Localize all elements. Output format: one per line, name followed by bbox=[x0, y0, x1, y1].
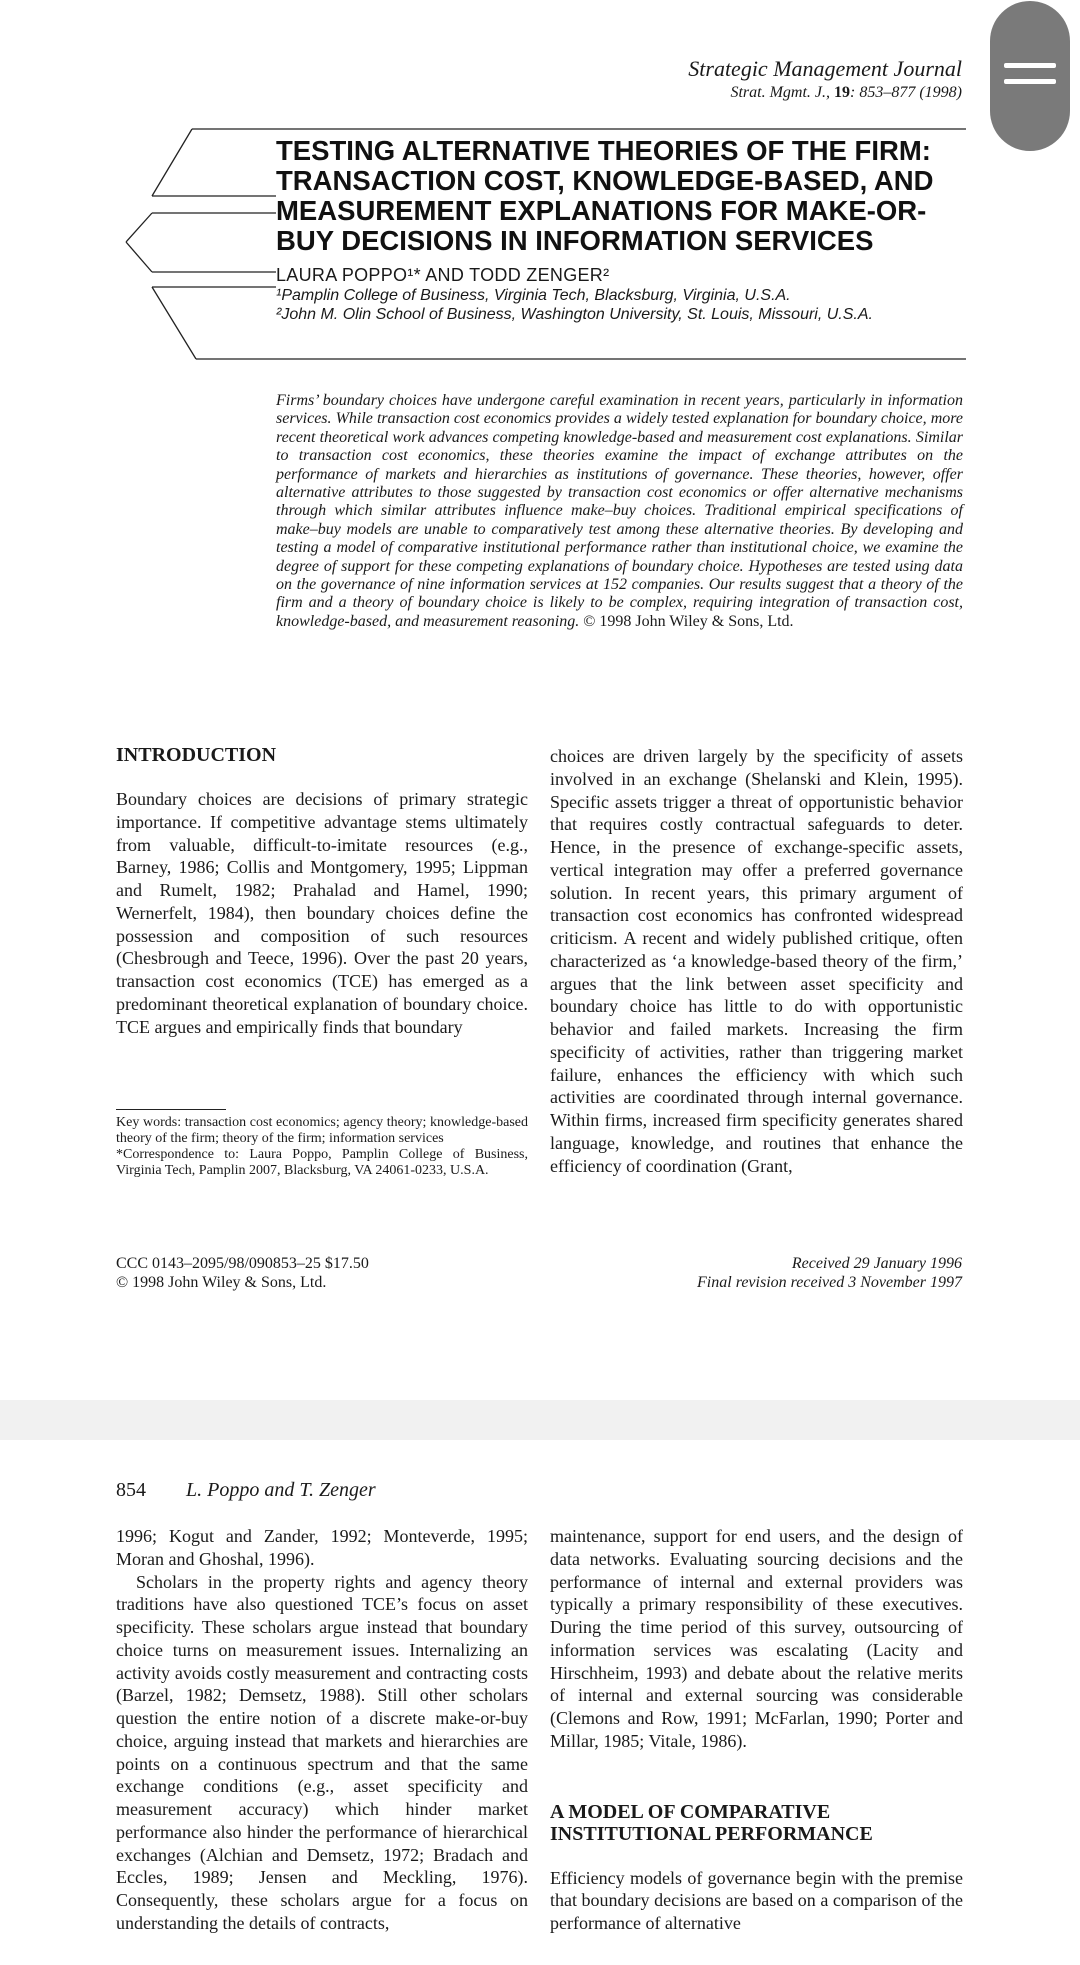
right-column bbox=[550, 745, 963, 1177]
section-heading-model: A MODEL OF COMPARATIVE INSTITUTIONAL PERFORMANCE bbox=[550, 1800, 873, 1845]
running-head: L. Poppo and T. Zenger bbox=[186, 1479, 376, 1501]
abstract-text: Firms’ boundary choices have undergone careful examination in recent years, particularly in information services. While transaction cost economics provides a widely tested explanation for boundary choice, more recent theoretical work advances competing knowledge-based and measurement cost explanations. Similar to transaction cost economics, these theories examine the impact of exchange attributes on the performance of markets and hierarchies as institutions of governance. These theories, however, offer alternative attributes to those suggested by transaction cost economics or offer alternative mechanisms through which similar attributes influence make–buy choices. Traditional empirical specifications of make–buy models are unable to comparatively test among these alternative theories. By developing and testing a model of comparative institutional performance rather than institutional choice, we examine the degree of support for these competing explanations of boundary choice. Hypotheses are tested using data on the governance of nine information services at 152 companies. Our results suggest that a theory of the firm and a theory of boundary choice is likely to be complex, requiring integration of transaction cost, knowledge-based, and measurement reasoning. bbox=[276, 392, 963, 630]
title-line: TRANSACTION COST, KNOWLEDGE-BASED, AND bbox=[276, 165, 934, 196]
paragraph: Scholars in the property rights and agency theory traditions have also questioned TCE’s focus on asset specificity. These scholars argue instead that boundary choice turns on measurement issues. Internalizing an activity avoids costly measurement and contracting costs (Barzel, 1982; Demsetz, 1988). Still other scholars question the entire notion of a discrete make-or-buy choice, arguing instead that markets and hierarchies are points on a continuous spectrum and that the same exchange conditions (e.g., asset specificity and measurement accuracy) which hinder market performance also hinder the performance of hierarchical exchanges (Alchian and Demsetz, 1972; Bradach and Eccles, 1989; Jensen and Meckling, 1976). Consequently, these scholars argue for a focus on understanding the details of contracts, bbox=[116, 1571, 528, 1933]
abstract bbox=[276, 392, 963, 631]
page-number: 854 bbox=[116, 1479, 146, 1501]
section-heading-introduction: INTRODUCTION bbox=[116, 744, 277, 766]
paragraph: 1996; Kogut and Zander, 1992; Monteverde, 1995; Moran and Ghoshal, 1996). bbox=[116, 1526, 528, 1569]
abstract-copyright: © 1998 John Wiley & Sons, Ltd. bbox=[579, 612, 794, 630]
paragraph: Efficiency models of governance begin with the premise that boundary decisions are based on a comparison of the performance of alternative bbox=[550, 1867, 963, 1933]
right-column bbox=[550, 1525, 963, 1935]
paragraph: choices are driven largely by the specificity of assets involved in an exchange (Shelanski and Klein, 1995). Specific assets trigger a threat of opportunistic behavior that requires costly contractual safeguards to deter. Hence, in the presence of exchange-specific assets, vertical integration may offer a preferred governance solution. In recent years, this primary argument of transaction cost economics has confronted widespread criticism. A recent and widely published critique, often characterized as ‘a knowledge-based theory of the firm,’ argues that the link between asset specificity and boundary choice has little to do with opportunistic behavior and failed markets. Increasing the firm specificity of activities, rather than triggering market failure, enhances the efficiency with which such activities are coordinated through internal governance. Within firms, increased firm specificity generates shared language, knowledge, and routines that enhance the efficiency of coordination (Grant, bbox=[550, 746, 963, 1176]
correspondence-note: *Correspondence to: Laura Poppo, Pamplin College of Business, Virginia Tech, Pamplin 2007, Blacksburg, VA 24061-0233, U.S.A. bbox=[116, 1147, 528, 1178]
page-854 bbox=[0, 1440, 1080, 1965]
citation-volume: 19 bbox=[834, 84, 851, 101]
left-column bbox=[116, 744, 528, 1038]
final-revision-date: Final revision received 3 November 1997 bbox=[697, 1274, 962, 1291]
running-header bbox=[116, 1478, 376, 1502]
received-dates bbox=[697, 1254, 962, 1292]
publisher-line: © 1998 John Wiley & Sons, Ltd. bbox=[116, 1274, 327, 1291]
journal-citation: Strat. Mgmt. J., 19: 853–877 (1998) bbox=[730, 84, 962, 101]
title-line: BUY DECISIONS IN INFORMATION SERVICES bbox=[276, 225, 874, 256]
copyright-code bbox=[116, 1254, 369, 1292]
paragraph: maintenance, support for end users, and the design of data networks. Evaluating sourcing decisions and the performance of internal and external providers was typically a primary responsibility of these executives. During the time period of this survey, outsourcing of information services was escalating (Lacity and Hirschheim, 1993) and debate about the relative merits of internal and external sourcing was considerable (Clemons and Row, 1991; McFarlan, 1990; Porter and Millar, 1985; Vitale, 1986). bbox=[550, 1526, 963, 1751]
paragraph: Boundary choices are decisions of primary strategic importance. If competitive advantage stems ultimately from valuable, difficult-to-imitate resources (e.g., Barney, 1986; Collis and Montgomery, 1995; Lippman and Rumelt, 1982; Prahalad and Hamel, 1990; Wernerfelt, 1984), then boundary choices define the possession and composition of such resources (Chesbrough and Teece, 1996). Over the past 20 years, transaction cost economics (TCE) has emerged as a predominant theoretical explanation of boundary choice. TCE argues and empirically finds that boundary bbox=[116, 789, 528, 1037]
title-line: TESTING ALTERNATIVE THEORIES OF THE FIRM: bbox=[276, 135, 931, 166]
journal-name: Strategic Management Journal bbox=[688, 56, 962, 81]
ccc-line: CCC 0143–2095/98/090853–25 $17.50 bbox=[116, 1255, 369, 1272]
article-header bbox=[276, 136, 966, 324]
title-line: MEASUREMENT EXPLANATIONS FOR MAKE-OR- bbox=[276, 195, 927, 226]
affiliation: ²John M. Olin School of Business, Washington University, St. Louis, Missouri, U.S.A. bbox=[276, 306, 873, 323]
received-date: Received 29 January 1996 bbox=[791, 1255, 962, 1272]
keywords: Key words: transaction cost economics; agency theory; knowledge-based theory of the firm; theory of the firm; information services bbox=[116, 1115, 528, 1146]
article-title bbox=[276, 136, 966, 256]
left-column bbox=[116, 1525, 528, 1935]
footnotes bbox=[116, 1115, 528, 1179]
menu-button[interactable] bbox=[990, 1, 1070, 151]
footnote-divider bbox=[116, 1109, 226, 1110]
affiliations bbox=[276, 286, 966, 324]
page-separator bbox=[0, 1400, 1080, 1440]
affiliation: ¹Pamplin College of Business, Virginia Tech, Blacksburg, Virginia, U.S.A. bbox=[276, 287, 791, 304]
authors: LAURA POPPO¹* AND TODD ZENGER² bbox=[276, 265, 610, 285]
